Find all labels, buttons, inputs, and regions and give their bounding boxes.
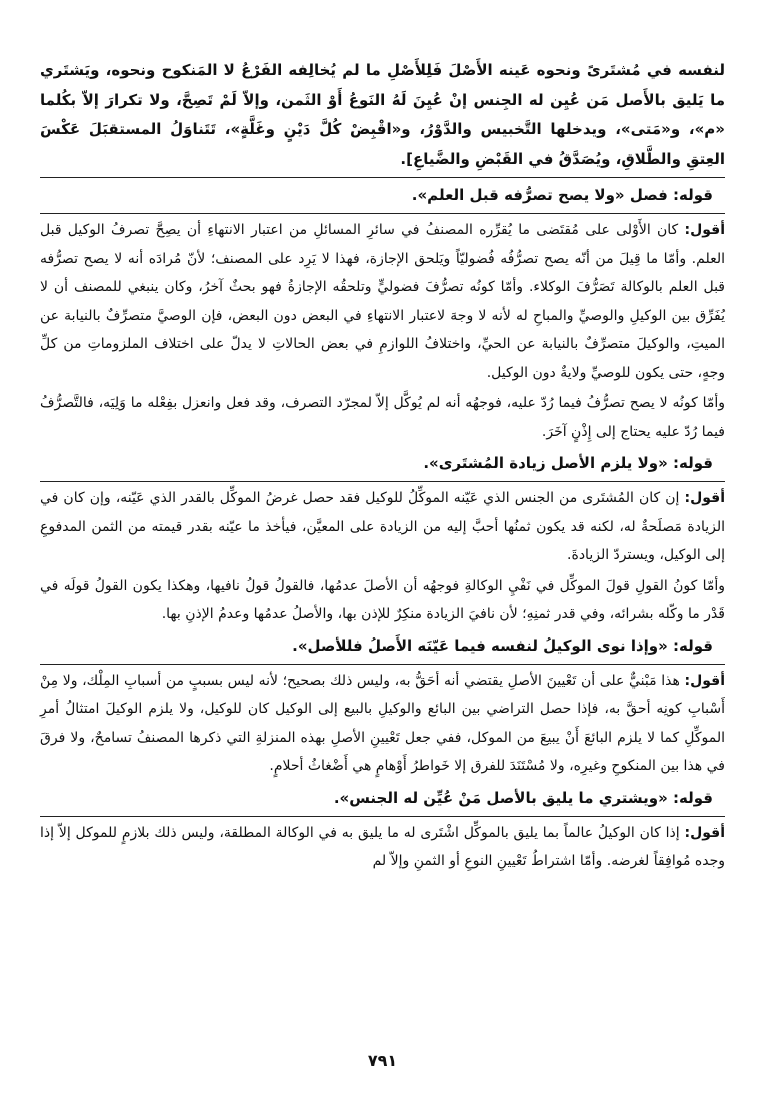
matn-text: لنفسه في مُشتَرىً ونحوه عَينه الأَصْلَ فَلِلأَصْلِ ما لم يُخالِفه الفَرْعُ لا المَنكوح ونحوه، ويَشتَري ما يَليق بالأَصل مَن عُيِن له الجِنس إنْ عُيِنَ لَهُ النَوعُ أَوْ الثَمن، وإلاّ لَمْ تَصِحَّ، ولا تكرارَ إلاّ بكُلما «م»، و«مَتى»، ويدخلها التَّخبيس والدَّوْرُ، و«اقْبِضْ كُلَّ دَيْنٍ وغَلَّةٍ»، تَتَناوَلُ المستقبَلَ عَكْسَ العِتقِ والطَّلاقِ، ويُصَدَّقُ في القَبْضِ والضَّياعِ]. (40, 61, 725, 168)
paragraph-text: إن كان المُشتَرى من الجنس الذي عَيّنه الموكِّلُ للوكيل فقد حصل غرضُ الموكِّل بالقدر الذي عَيّنه، وإن كان في الزيادة مَصلَحةٌ له، لكنه قد يكون ثمنُها أحبَّ إليه من الزيادة على المعيَّن، فيأخذ ما عيّنه بقدر قيمته من الثمن المدفوعِ إلى الوكيل، ويستردّ الزيادةَ. (40, 490, 725, 563)
paragraph-lead: أقول: (684, 222, 726, 238)
section-heading: قوله: فصل «ولا يصح تصرُّفه قبل العلم». (411, 186, 713, 204)
paragraph-text: وأمّا كونُه لا يصح تصرُّفُ فيما رُدّ عليه، فوجهُه أنه لم يُوكَّل إلاّ لمجرّد التصرف، وقد فعل وانعزل بفِعْله ما وَلِيَه، فالتَّصرُّفُ فيما رُدّ عليه يحتاج إلى إِذْنٍ آخَرَ. (40, 395, 725, 440)
paragraph (40, 216, 725, 387)
section-divider (40, 664, 725, 665)
paragraph-text: إذا كان الوكيلُ عالماً بما يليق بالموكِّل اشْتَرى له ما يليق به في الوكالة المطلقة، وليس ذلك بلازمٍ للموكل إلاّ إذا وجده مُوافِقاً لغرضه. وأمّا اشتراطُ تَعْيينِ النوعِ أو الثمنِ وإلاّ لم (40, 824, 725, 869)
paragraph-lead: أقول: (684, 672, 726, 689)
section-heading: قوله: «ويشتري ما يليق بالأصل مَنْ عُيِّن له الجنس». (333, 788, 713, 807)
section-divider (40, 816, 725, 817)
section-divider (40, 481, 725, 482)
page-body (40, 56, 725, 878)
paragraph-text: كان الأَوْلى على مُقتَضى ما يُقرِّره المصنفُ في سائرِ المسائلِ من اعتبار الانتهاءِ أن يصِحَّ تصرفُ الوكيل قبل العلم. وأمّا ما قِيلَ من أنّه يصح تصرُّفُه فُضوليّاً ويَلحق الإجازة، فهذا لا يَرِد على المصنف؛ لأنّ مُرادَه أنه لا يصح تصرُّفه قبل العلم بالوكالة تَصَرُّفَ الوكلاء. وأمّا كونُه تصرُّفَ فضوليٍّ وتلحقُه الإجازةُ فهو بحثٌ آخرُ، وكان ينبغي للمصنف أن لا يُفَرِّق بين الوكيلِ والوصيِّ والمباحِ له لأنه لا وجهَ لاعتبار الانتهاءِ في البعض دون البعض، فإن الوصيَّ متصرِّفٌ بالنيابة عن الميتِ، والوكيلَ متصرِّفٌ بالنيابة عن الحيِّ، واختلافُ اللوازمِ في بعض الحالاتِ لا يدلّ على اختلاف الملزوماتِ من كلِّ وجهٍ، حتى يكون للوصيِّ ولايةٌ دون الوكيل. (40, 222, 725, 381)
page-number: ٧٩١ (367, 1051, 398, 1070)
section-heading: قوله: «وإذا نوى الوكيلُ لنفسه فيما عَيّنَه الأَصلُ فللأصل». (292, 636, 713, 655)
paragraph-text: هذا مَبْنيٌّ على أن تَعْيينَ الأصلِ يقتضي أنه أحَقُّ به، وليس ذلك بصحيح؛ لأنه ليس بسببٍ من أسبابِ المِلْك، ولا مِنْ أَسْبابِ كونِه أحقَّ به، فإذا حصل التراضي بين البائع والوكيلِ بالبيع إلى الوكيل كان للوكيل، ولا يلزم الوكيلَ امتثالُ أمرِ الموكِّلِ كما لا يلزم البائعَ أَنْ يبيعَ من الموكل، ففي جعل تَعْيينِ الأصلِ بهذه المنزلةِ التي ذكرها المصنفُ تسامحٌ، ولا فرقَ في هذا بين المنكوحِ وغيرِه، ولا مُسْتَنَدَ للفرق إلا خَواطرُ أَوْهامٍ هي أَضْغاثُ أحلامٍ. (40, 672, 725, 774)
paragraph (40, 389, 725, 446)
paragraph (40, 819, 725, 876)
paragraph (40, 667, 725, 781)
paragraph (40, 572, 725, 629)
paragraph (40, 484, 725, 570)
paragraph-lead: أقول: (684, 824, 725, 841)
paragraph-text: وأمّا كونُ القولِ قولَ الموكِّل في نَفْيِ الوكالةِ فوجهُه أن الأصلَ عدمُها، فالقولُ قولُ نافيها، وهكذا يكون القولُ قولَه في قَدْر ما وكّله بشرائه، وفي قدر ثمنِهِ؛ لأن نافيَ الزيادة منكِرٌ للإذن بها، والأصلُ عدمُها وعدمُ الإذنِ بها. (40, 577, 725, 622)
paragraph-lead: أقول: (684, 490, 726, 506)
section-divider (40, 213, 725, 214)
section-divider (40, 177, 725, 178)
section-heading: قوله: «ولا يلزم الأصل زيادة المُشتَرى». (423, 454, 713, 472)
